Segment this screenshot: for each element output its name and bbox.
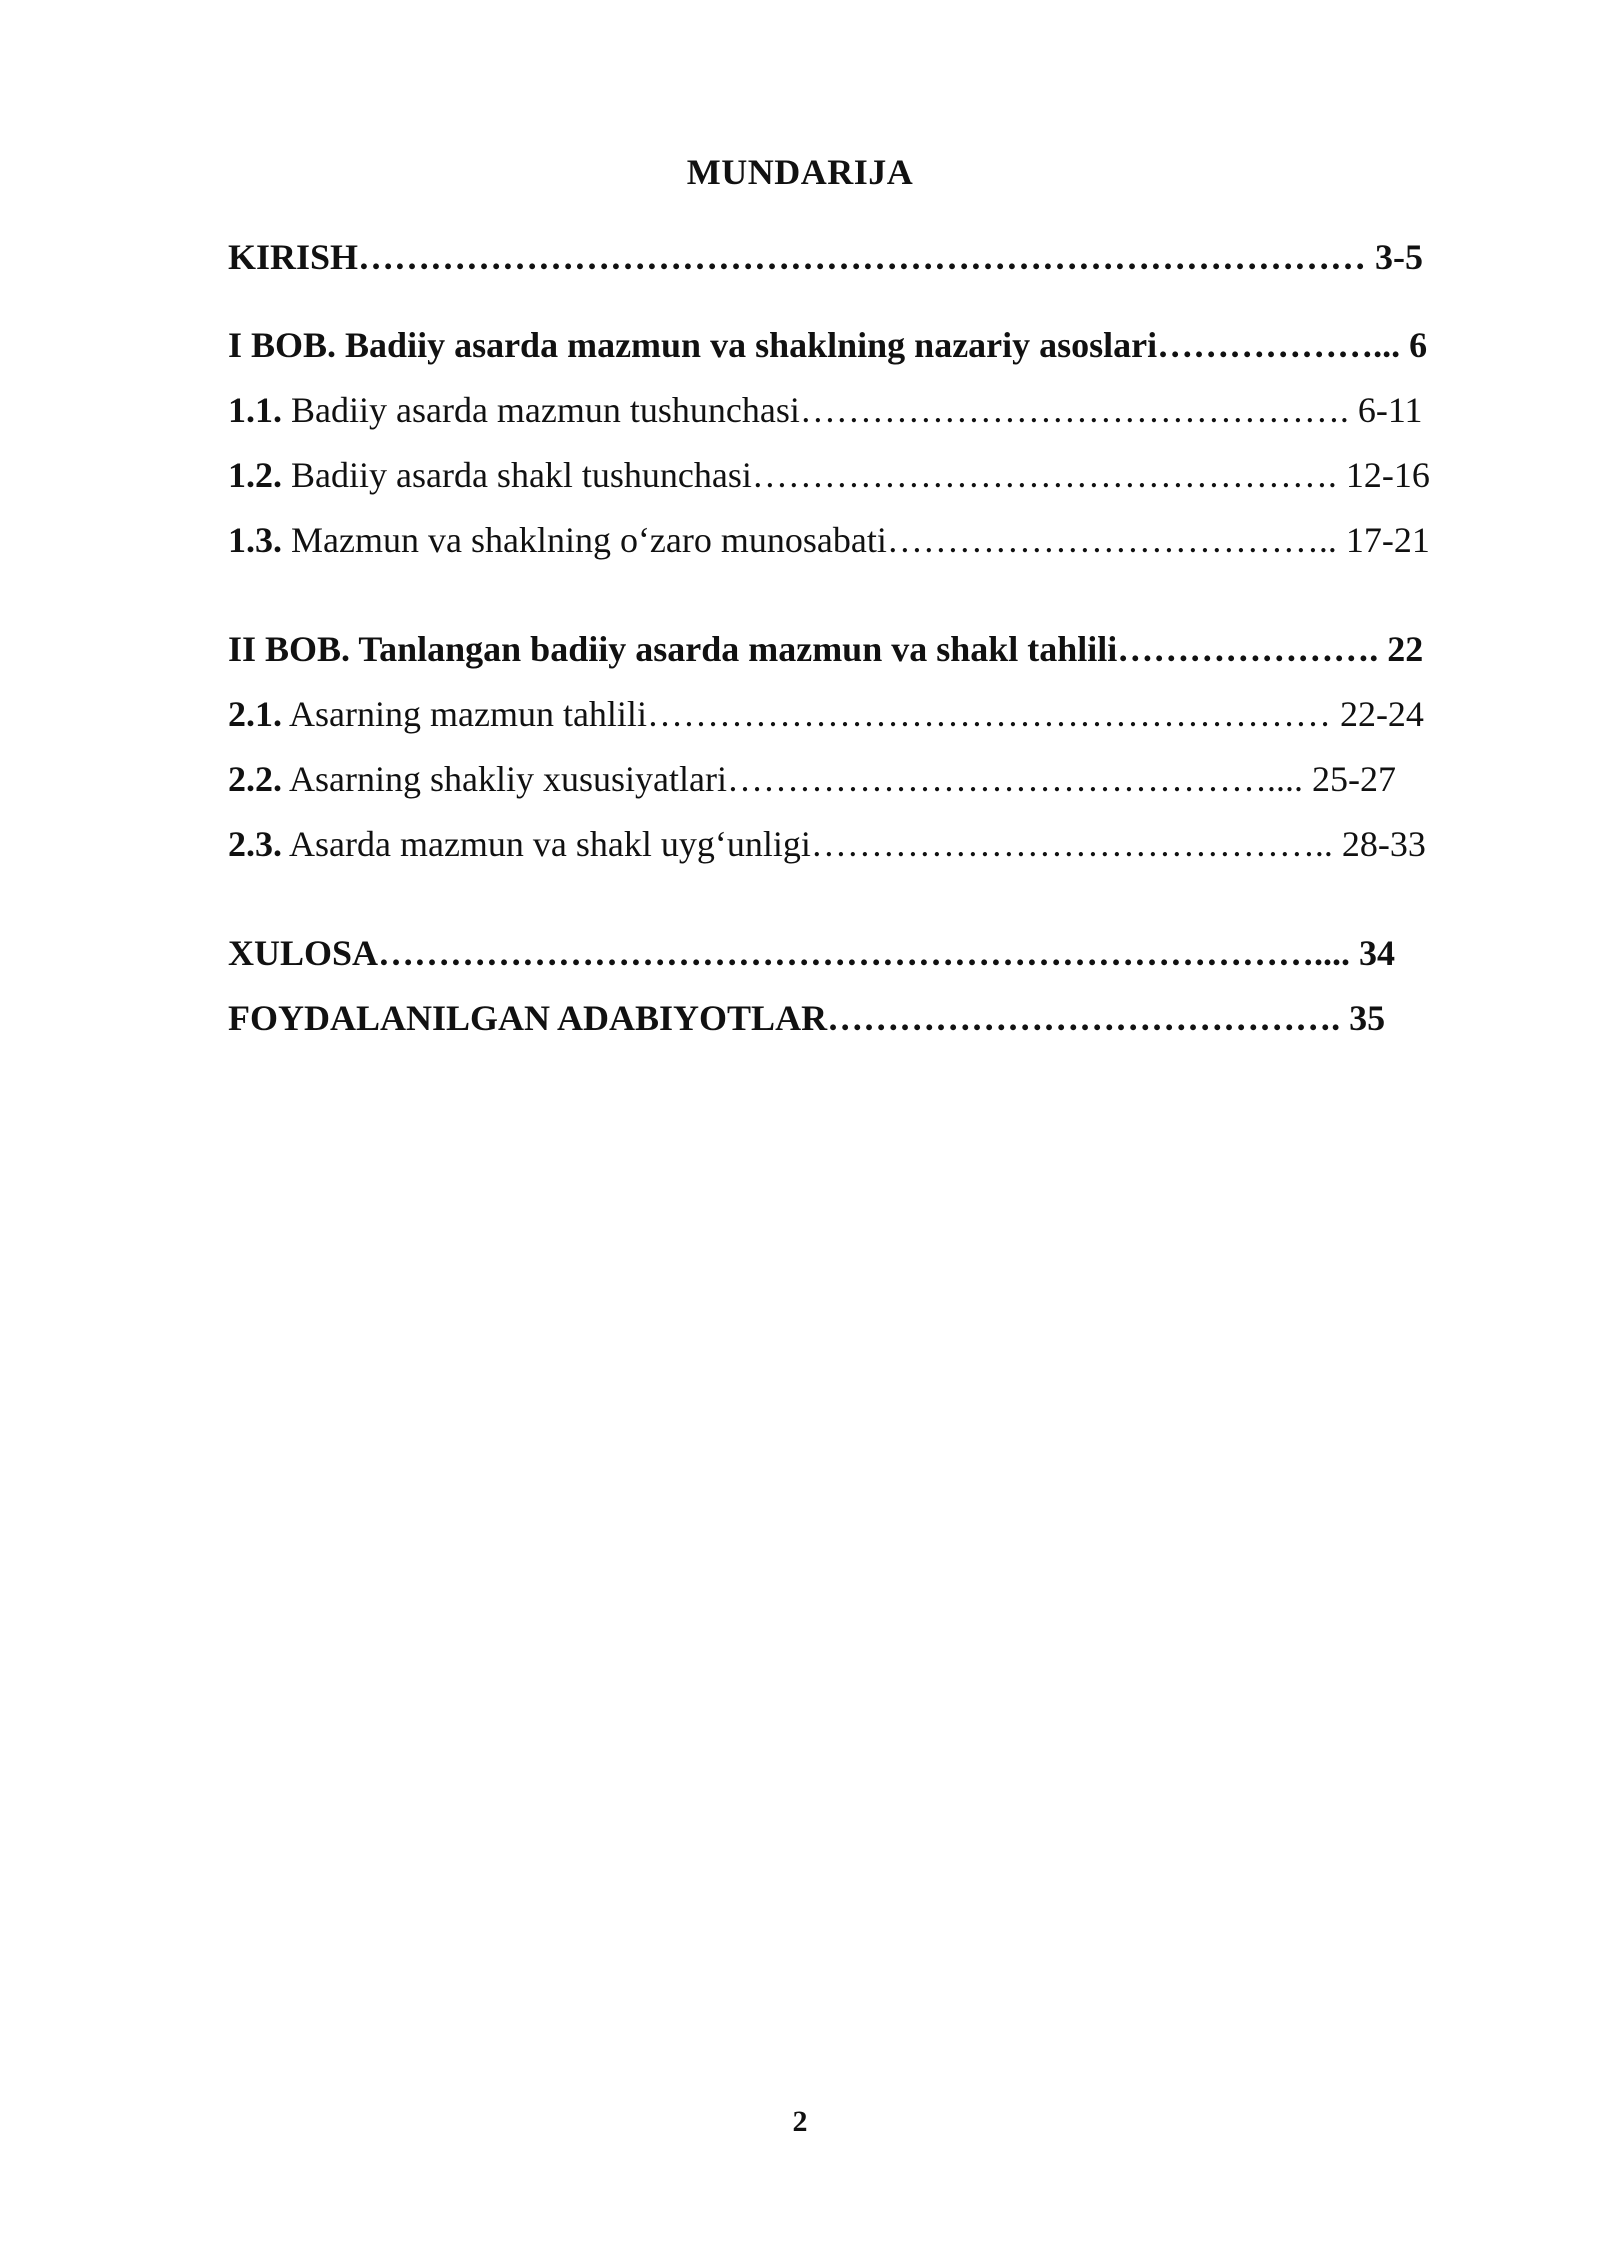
toc-section-2-2 — [228, 757, 1396, 801]
toc-chapter-2: II BOB. Tanlangan badiiy asarda mazmun va shakl tahlili…………………. 22 — [228, 629, 1424, 669]
section-number: 1.1. — [228, 390, 282, 430]
toc-section-2-1 — [228, 692, 1424, 736]
toc-xulosa: XULOSA…………………………………………………………………….... 34 — [228, 933, 1396, 973]
page-number: 2 — [792, 2105, 808, 2138]
toc-section-1-2 — [228, 453, 1430, 497]
section-text: Asarda mazmun va shakl uyg‘unligi…………………………………….. 28-33 — [282, 824, 1426, 864]
section-text: Mazmun va shaklning o‘zaro munosabati……………………………….. 17-21 — [282, 520, 1430, 560]
toc-kirish: KIRISH………………………………………………………………………… 3-5 — [228, 237, 1424, 277]
section-text: Asarning mazmun tahlili………………………………………………… 22-24 — [282, 694, 1424, 734]
toc-adabiyotlar: FOYDALANILGAN ADABIYOTLAR……………………………………. 35 — [228, 998, 1386, 1038]
section-number: 1.2. — [228, 455, 282, 495]
section-number: 2.2. — [228, 759, 282, 799]
toc-section-2-3 — [228, 822, 1426, 866]
section-text: Badiiy asarda mazmun tushunchasi………………………………………. 6-11 — [282, 390, 1423, 430]
section-text: Badiiy asarda shakl tushunchasi…………………………………………. 12-16 — [282, 455, 1430, 495]
section-number: 2.1. — [228, 694, 282, 734]
toc-section-1-1 — [228, 388, 1423, 432]
section-text: Asarning shakliy xususiyatlari……………………………………….... 25-27 — [282, 759, 1396, 799]
section-number: 1.3. — [228, 520, 282, 560]
toc-section-1-3 — [228, 518, 1430, 562]
page-title: MUNDARIJA — [686, 152, 914, 192]
toc-chapter-1: I BOB. Badiiy asarda mazmun va shaklning nazariy asoslari………………... 6 — [228, 325, 1428, 365]
section-number: 2.3. — [228, 824, 282, 864]
